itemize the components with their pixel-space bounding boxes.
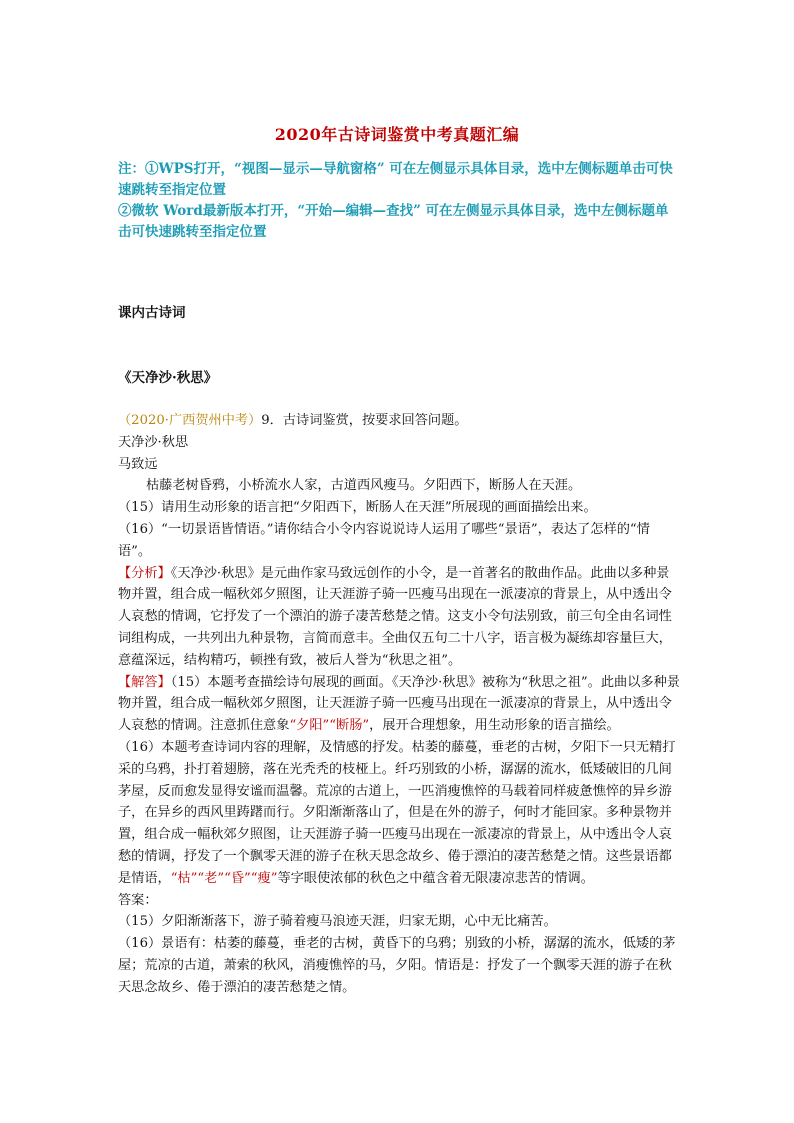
- question-16: （16）“一切景语皆情语。”请你结合小令内容说说诗人运用了哪些“景语”，表达了怎样的“情语”。: [118, 521, 650, 559]
- explain-15-highlight: “夕阳”“断肠”: [289, 718, 370, 734]
- question-15: （15）请用生动形象的语言把“夕阳西下，断肠人在天涯”所展现的画面描绘出来。: [118, 500, 597, 516]
- analysis-text: 《天净沙·秋思》是元曲作家马致远创作的小令，是一首著名的散曲作品。此曲以多种景物并置，组合成一幅秋郊夕照图，让天涯游子骑一匹瘦马出现在一派凄凉的背景上，从中透出令人哀愁的情调，它抒发了一个漂泊的游子凄苦愁楚之情。这支小令句法别致，前三句全由名词性词组构成，一共列出九种景物，言简而意丰。全曲仅五句二十八字，语言极为凝练却容量巨大，意蕴深远，结构精巧，顿挫有致，被后人誉为“秋思之祖”。: [118, 565, 672, 668]
- poem-heading: 《天净沙·秋思》: [118, 370, 218, 386]
- explain-15-text-a: （15）本题考查描绘诗句展现的画面。《天净沙·秋思》被称为“秋思之祖”。此曲以多种景物并置，组合成一幅秋郊夕照图，让天涯游子骑一匹瘦马出现在一派凄凉的背景上，从中透出令人哀愁的情调。注意抓住意象: [118, 674, 680, 734]
- explain-16: [118, 737, 680, 890]
- analysis-paragraph: [118, 563, 680, 672]
- section-heading: 课内古诗词: [118, 305, 186, 321]
- navigation-note-wps: 注：①WPS打开，“视图—显示—导航窗格” 可在左侧显示具体目录，选中左侧标题单击可快速跳转至指定位置: [118, 161, 673, 198]
- analysis-tag: 【分析】: [118, 565, 171, 581]
- explain-16-text-b: 等字眼使浓郁的秋色之中蕴含着无限凄凉悲苦的情调。: [277, 870, 594, 886]
- poem-text: 枯藤老树昏鸦，小桥流水人家，古道西风瘦马。夕阳西下，断肠人在天涯。: [146, 478, 582, 494]
- poem-title: 天净沙·秋思: [118, 434, 189, 450]
- question-body: [118, 410, 680, 999]
- explain-15: [118, 672, 680, 737]
- question-intro: 9．古诗词鉴赏，按要求回答问题。: [261, 413, 468, 428]
- question-source: （2020·广西贺州中考）: [118, 413, 262, 428]
- question-intro-line: [118, 410, 680, 432]
- navigation-note-word: ②微软 Word最新版本打开，“开始—编辑—查找” 可在左侧显示具体目录，选中左侧标题单击可快速跳转至指定位置: [118, 203, 669, 240]
- explain-16-text-a: （16）本题考查诗词内容的理解，及情感的抒发。枯萎的藤蔓，垂老的古树，夕阳下一只无精打采的乌鸦，扑打着翅膀，落在光秃秃的枝桠上。纤巧别致的小桥，潺潺的流水，低矮破旧的几间茅屋，反而愈发显得安谧而温馨。荒凉的古道上，一匹消瘦憔悴的马载着同样疲惫憔悴的异乡游子，在异乡的西风里踌躇而行。夕阳渐渐落山了，但是在外的游子，何时才能回家。多种景物并置，组合成一幅秋郊夕照图，让天涯游子骑一匹瘦马出现在一派凄凉的背景上，从中透出令人哀愁的情调，抒发了一个飘零天涯的游子在秋天思念故乡、倦于漂泊的凄苦愁楚之情。这些景语都是情语，: [118, 739, 676, 886]
- explain-tag: 【解答】: [118, 674, 171, 690]
- answer-label: 答案：: [118, 892, 158, 908]
- explain-16-highlight: “枯”“老”“昏”“瘦”: [170, 870, 278, 886]
- answer-16: （16）景语有：枯萎的藤蔓，垂老的古树，黄昏下的乌鸦；别致的小桥，潺潺的流水，低矮的茅屋；荒凉的古道，萧索的秋风，消瘦憔悴的马，夕阳。情语是：抒发了一个飘零天涯的游子在秋天思念故乡、倦于漂泊的凄苦愁楚之情。: [118, 936, 676, 995]
- explain-15-text-b: ，展开合理想象，用生动形象的语言描绘。: [369, 718, 620, 734]
- answer-15: （15）夕阳渐渐落下，游子骑着瘦马浪迹天涯，归家无期，心中无比痛苦。: [118, 914, 557, 930]
- document-title: 2020年古诗词鉴赏中考真题汇编: [274, 125, 520, 144]
- poem-author: 马致远: [118, 456, 158, 472]
